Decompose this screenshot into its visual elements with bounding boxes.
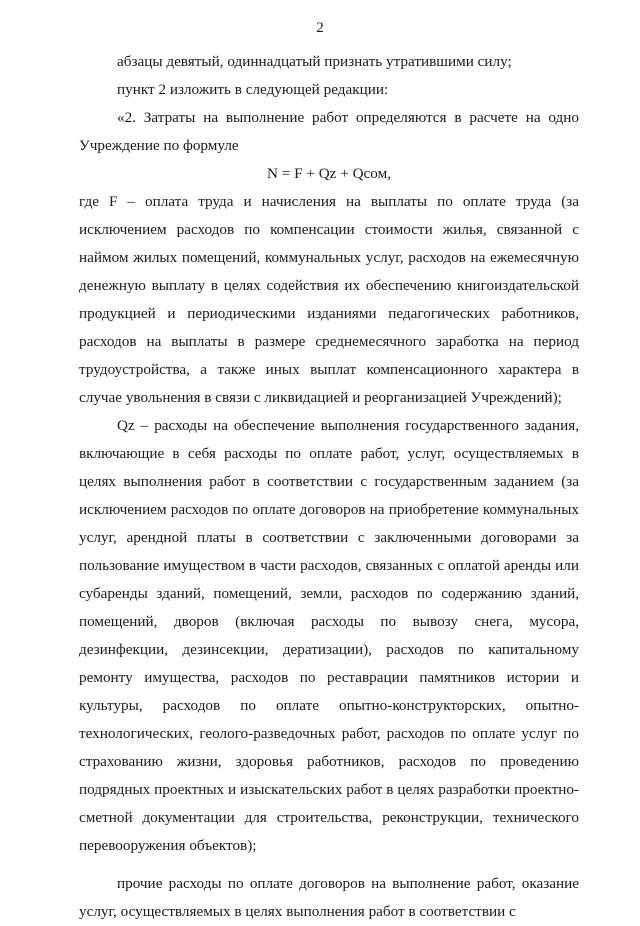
paragraph-definition-f: где F – оплата труда и начисления на выплаты по оплате труда (за исключением расходов по компенсации стоимости жилья, связанной с наймом жилых помещений, коммунальных услуг, расходов на ежемесячную денежную выплату в целях содействия их обеспечению книгоиздательской продукцией и периодическими изданиями педагогических работников, расходов на выплаты в размере среднемесячного заработка на период трудоустройства, а также иных выплат компенсационного характера в случае увольнения в связи с ликвидацией и реорганизацией Учреждений);	[79, 193, 579, 406]
paragraph-definition-qz: Qz – расходы на обеспечение выполнения государственного задания, включающие в себя расходы по оплате работ, услуг, осуществляемых в целях выполнения работ в соответствии с государственным заданием (за исключением расходов по оплате договоров на приобретение коммунальных услуг, арендной платы в соответствии с заключенными договорами за пользование имуществом в части расходов, связанных с оплатой аренды или субаренды зданий, помещений, земли, расходов по содержанию зданий, помещений, дворов (включая расходы по вывозу снега, мусора, дезинфекции, дезинсекции, дератизации), расходов по капитальному ремонту имущества, расходов по реставрации памятников истории и культуры, расходов по оплате опытно-конструкторских, опытно-технологических, геолого-разведочных работ, расходов по оплате услуг по страхованию жизни, здоровья работников, расходов по проведению подрядных проектных и изыскательских работ в целях разработки проектно-сметной документации для строительства, реконструкции, технического перевооружения объектов);	[79, 417, 579, 854]
paragraph-abzacy: абзацы девятый, одиннадцатый признать утратившими силу;	[117, 53, 512, 70]
paragraph-gap	[79, 860, 579, 870]
paragraph-prochie-raskhody: прочие расходы по оплате договоров на выполнение работ, оказание услуг, осуществляемых в целях выполнения работ в соответствии с	[79, 875, 579, 920]
page-number: 2	[316, 20, 324, 36]
document-body	[79, 48, 579, 926]
paragraph-punkt-2: пункт 2 изложить в следующей редакции:	[117, 81, 389, 98]
paragraph-zatraty: «2. Затраты на выполнение работ определяются в расчете на одно Учреждение по формуле	[79, 109, 579, 154]
formula: N = F + Qz + Qсом,	[266, 165, 392, 182]
